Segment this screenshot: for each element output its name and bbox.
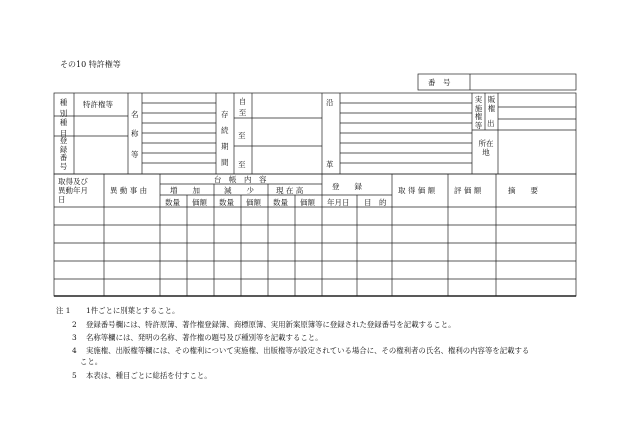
- number-label: 番 号: [428, 78, 451, 87]
- sonzoku-char-3: 期: [221, 142, 229, 151]
- note-2-text: 登録番号欄には、特許原簿、著作権登録簿、商標原簿、実用新案原簿等に登録された登録番号を記載すること。: [86, 320, 456, 329]
- itaru-label-2: 至: [238, 160, 246, 169]
- hyouka-gaku-header: 評 価 額: [454, 186, 482, 195]
- shumoku-label: 種目: [59, 118, 68, 138]
- note-1-text: 1件ごとに別葉とすること。: [86, 306, 180, 315]
- col-reason-header: 異 動 事 由: [110, 186, 148, 195]
- jisshiken-label: 実施権等: [474, 95, 483, 130]
- hanbaiken-label: 販権: [487, 95, 496, 113]
- kakaku-2: 価額: [246, 198, 261, 207]
- meisho-char-3: 等: [131, 150, 139, 159]
- hanken-extra: 出: [487, 119, 495, 128]
- shubetsu-label: 種別: [59, 98, 68, 118]
- moku-label: 目 的: [364, 198, 387, 207]
- ji-label: 自 至: [238, 97, 247, 117]
- kakaku-1: 価額: [192, 198, 207, 207]
- note-4-text: 実施権、出版権等欄には、その権利について実施権、出版権等が設定されている場合に、その権利者の氏名、権利の内容等を記載する: [86, 346, 530, 355]
- meisho-char-2: 称: [131, 129, 139, 138]
- meisho-char-1: 名: [131, 110, 139, 119]
- note-3-text: 名称等欄には、発明の名称、著作権の題号及び種別等を記載すること。: [86, 333, 323, 342]
- enkaku-char-1: 沿: [326, 98, 334, 107]
- col-date-header: 取得及び 異動年月 日: [58, 177, 88, 204]
- toroku-bango-label: 登録番号: [59, 136, 68, 171]
- shubetsu-value: 特許権等: [83, 100, 113, 109]
- note-4-num: 4: [72, 346, 77, 355]
- itaru-label: 至: [238, 131, 246, 140]
- note-3-num: 3: [72, 333, 77, 342]
- shutoku-kakaku-header: 取 得 価 額: [398, 186, 436, 195]
- nengappi-label: 年月日: [327, 198, 350, 207]
- sonzoku-char-1: 存: [221, 110, 229, 119]
- enkaku-char-2: 革: [326, 160, 334, 169]
- note-5-num: 5: [72, 371, 77, 380]
- daichou-header: 台 帳 内 容: [214, 175, 267, 184]
- suryo-2: 数量: [219, 198, 234, 207]
- genzaidaka-header: 現 在 高: [276, 186, 304, 195]
- genshou-header: 減 少: [224, 186, 254, 195]
- note-4-cont: こと。: [80, 357, 103, 366]
- suryo-3: 数量: [273, 198, 288, 207]
- zouka-header: 増 加: [170, 186, 200, 195]
- suryo-1: 数量: [165, 198, 180, 207]
- note-2-num: 2: [72, 320, 77, 329]
- note-5-text: 本表は、種目ごとに総括を付すこと。: [86, 371, 212, 380]
- kakaku-3: 価額: [300, 198, 315, 207]
- touroku-header: 登 録: [332, 182, 362, 191]
- page-title: その10 特許権等: [60, 60, 121, 69]
- shozaichi-label: 所在地: [478, 139, 494, 157]
- tekiyou-header: 摘 要: [508, 186, 538, 195]
- sonzoku-char-2: 続: [221, 126, 229, 135]
- note-1-num: 注 1: [56, 306, 71, 315]
- sonzoku-char-4: 間: [221, 158, 229, 167]
